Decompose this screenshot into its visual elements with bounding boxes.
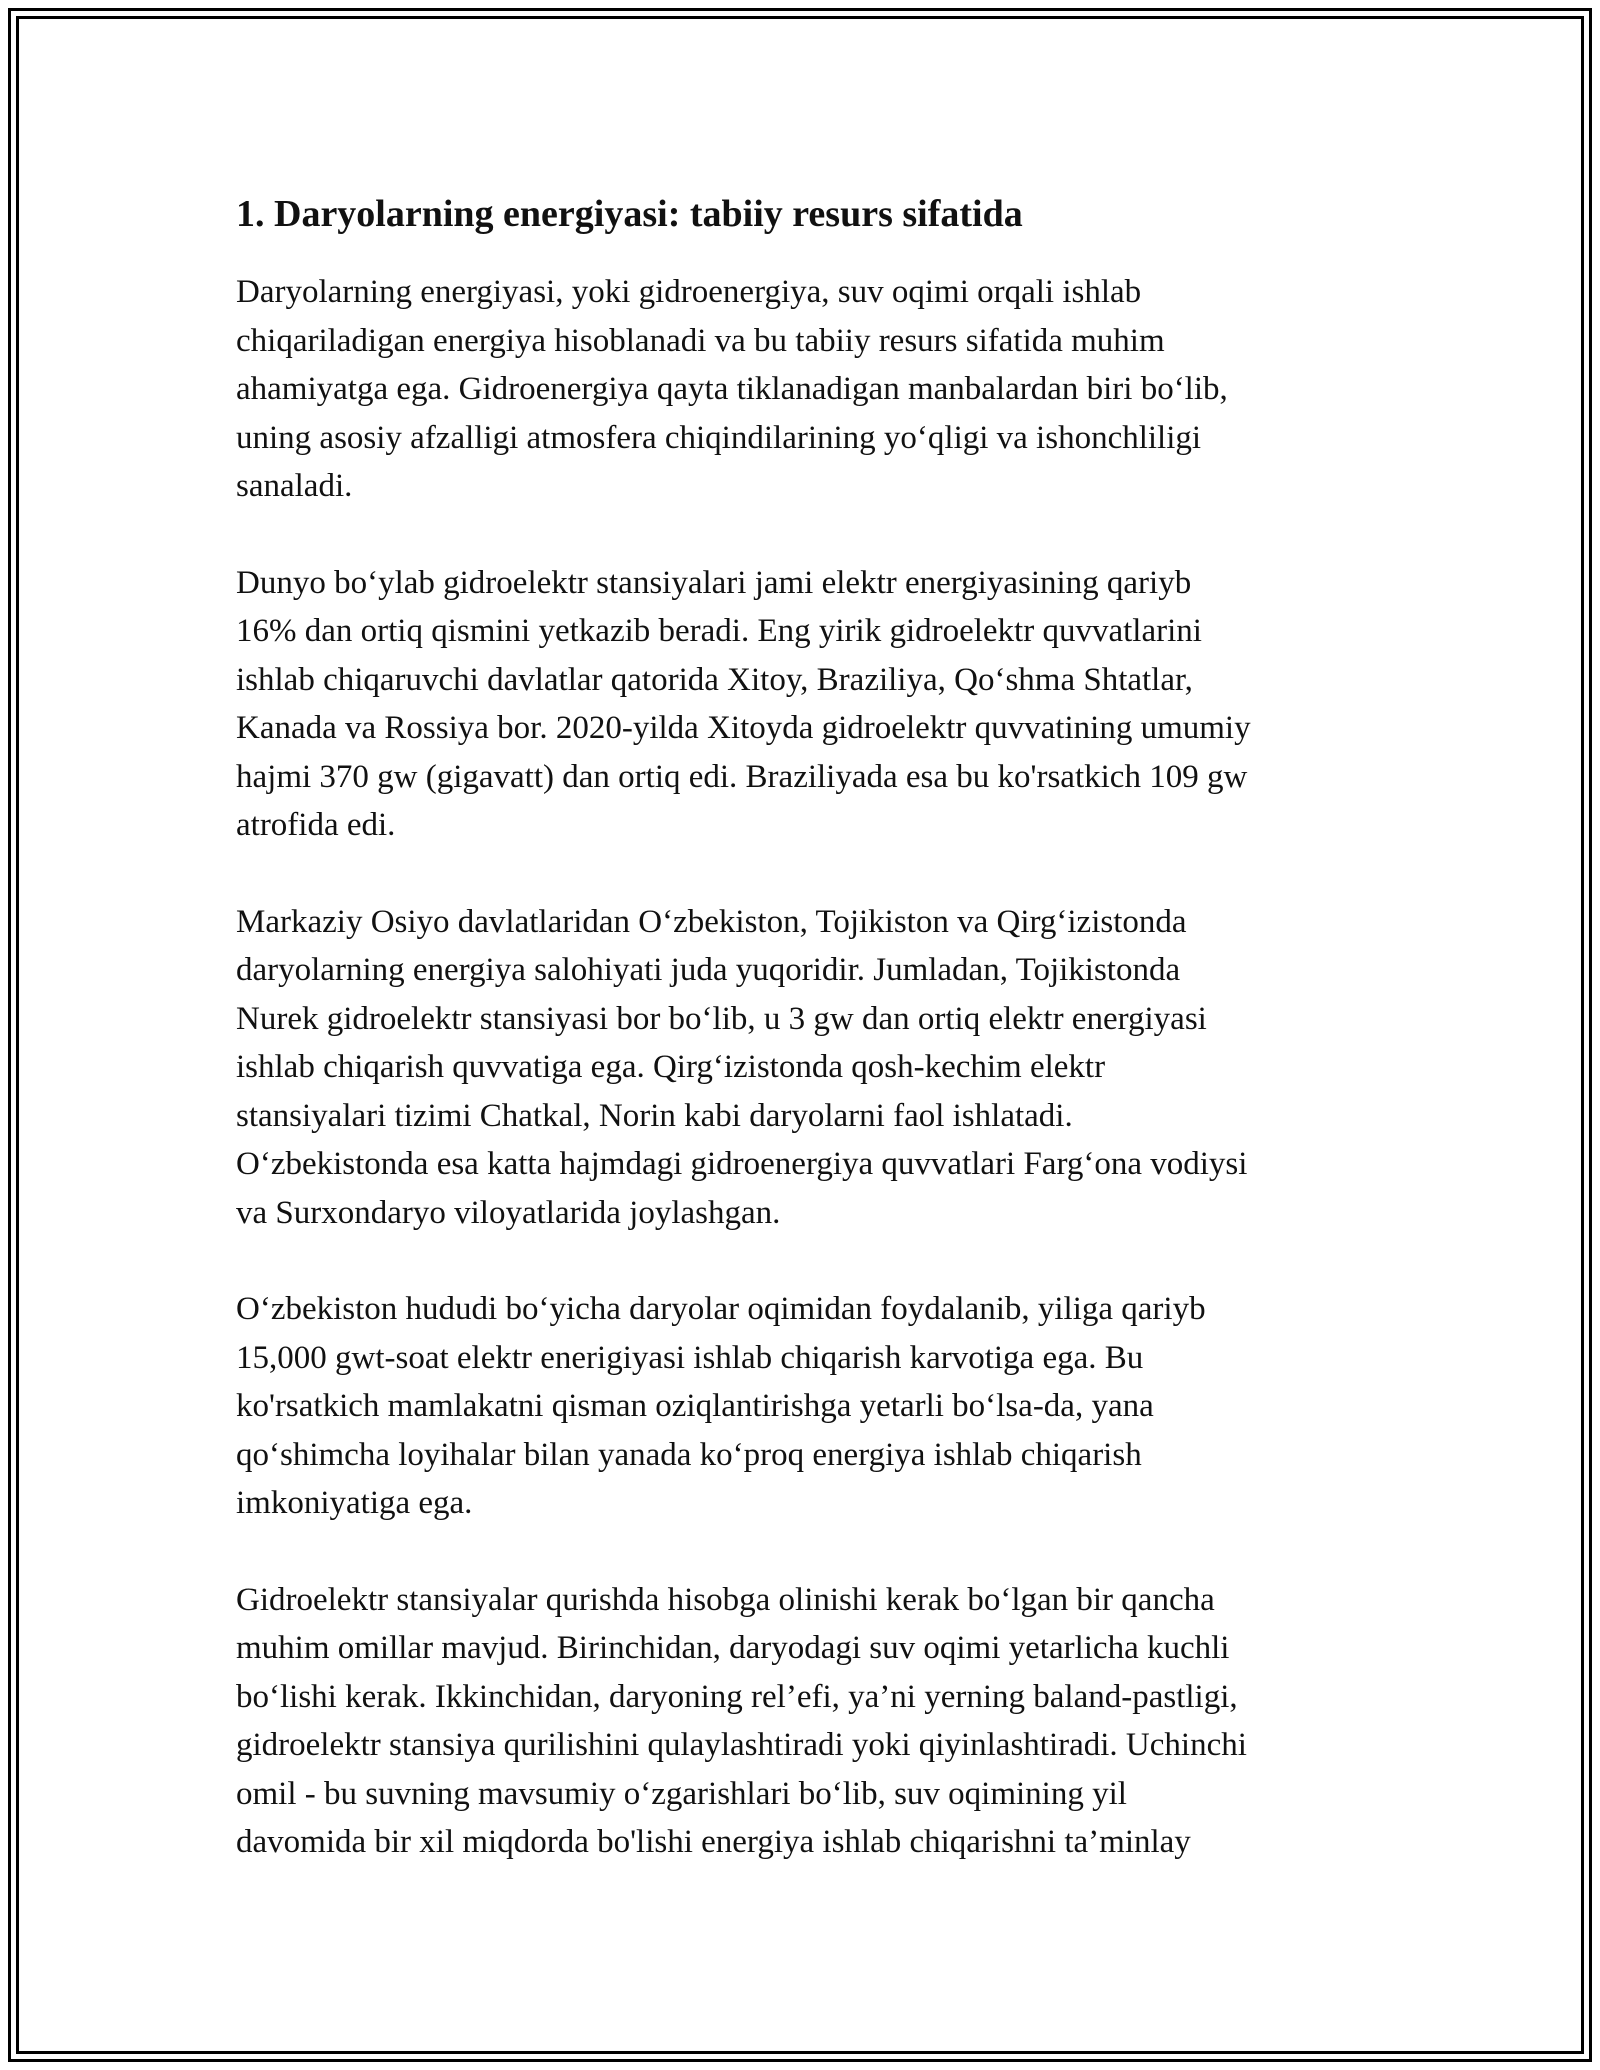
text-line: bo‘lishi kerak. Ikkinchidan, daryoning rel’efi, ya’ni yerning baland-pastligi, [236, 1678, 1238, 1715]
paragraph [236, 268, 1376, 511]
text-line: uning asosiy afzalligi atmosfera chiqindilarining yo‘qligi va ishonchliligi [236, 419, 1202, 456]
text-line: chiqariladigan energiya hisoblanadi va bu tabiiy resurs sifatida muhim [236, 322, 1165, 359]
text-line: ishlab chiqaruvchi davlatlar qatorida Xitoy, Braziliya, Qo‘shma Shtatlar, [236, 661, 1193, 698]
paragraph [236, 898, 1376, 1238]
text-line: va Surxondaryo viloyatlarida joylashgan. [236, 1194, 781, 1231]
text-line: 15,000 gwt-soat elektr enerigiyasi ishlab chiqarish karvotiga ega. Bu [236, 1339, 1144, 1376]
paragraph [236, 559, 1376, 850]
text-line: sanaladi. [236, 468, 353, 504]
text-line: Dunyo bo‘ylab gidroelektr stansiyalari jami elektr energiyasining qariyb [236, 564, 1192, 601]
text-line: omil - bu suvning mavsumiy o‘zgarishlari bo‘lib, suv oqimining yil [236, 1775, 1127, 1812]
text-line: ishlab chiqarish quvvatiga ega. Qirg‘izistonda qosh-kechim elektr [236, 1049, 1106, 1085]
paragraph-list [236, 268, 1376, 1867]
text-line: imkoniyatiga ega. [236, 1485, 473, 1521]
text-line: ko'rsatkich mamlakatni qisman oziqlantirishga yetarli bo‘lsa-da, yana [236, 1388, 1154, 1424]
text-line: stansiyalari tizimi Chatkal, Norin kabi daryolarni faol ishlatadi. [236, 1097, 1073, 1134]
text-line: O‘zbekistonda esa katta hajmdagi gidroenergiya quvvatlari Farg‘ona vodiysi [236, 1146, 1248, 1182]
text-line: Markaziy Osiyo davlatlaridan O‘zbekiston, Tojikiston va Qirg‘izistonda [236, 903, 1187, 940]
paragraph [236, 1576, 1376, 1867]
text-line: gidroelektr stansiya qurilishini qulaylashtiradi yoki qiyinlashtiradi. Uchinchi [236, 1727, 1247, 1763]
section-heading: 1. Daryolarning energiyasi: tabiiy resurs sifatida [236, 193, 1023, 235]
text-line: Daryolarning energiyasi, yoki gidroenergiya, suv oqimi orqali ishlab [236, 274, 1142, 310]
text-line: atrofida edi. [236, 807, 396, 843]
paragraph [236, 1285, 1376, 1528]
text-line: Kanada va Rossiya bor. 2020-yilda Xitoyda gidroelektr quvvatining umumiy [236, 710, 1251, 746]
text-line: qo‘shimcha loyihalar bilan yanada ko‘proq energiya ishlab chiqarish [236, 1436, 1142, 1473]
text-line: ahamiyatga ega. Gidroenergiya qayta tiklanadigan manbalardan biri bo‘lib, [236, 371, 1228, 407]
text-line: hajmi 370 gw (gigavatt) dan ortiq edi. Braziliyada esa bu ko'rsatkich 109 gw [236, 758, 1248, 795]
text-line: O‘zbekiston hududi bo‘yicha daryolar oqimidan foydalanib, yiliga qariyb [236, 1291, 1206, 1327]
text-line: Gidroelektr stansiyalar qurishda hisobga olinishi kerak bo‘lgan bir qancha [236, 1581, 1215, 1618]
text-line: Nurek gidroelektr stansiyasi bor bo‘lib, u 3 gw dan ortiq elektr energiyasi [236, 1000, 1207, 1037]
text-line: daryolarning energiya salohiyati juda yuqoridir. Jumladan, Tojikistonda [236, 952, 1181, 988]
text-line: muhim omillar mavjud. Birinchidan, daryodagi suv oqimi yetarlicha kuchli [236, 1630, 1230, 1666]
document-body [236, 188, 1376, 1867]
text-line: davomida bir xil miqdorda bo'lishi energiya ishlab chiqarishni ta’minlay [236, 1824, 1191, 1860]
text-line: 16% dan ortiq qismini yetkazib beradi. Eng yirik gidroelektr quvvatlarini [236, 613, 1202, 649]
